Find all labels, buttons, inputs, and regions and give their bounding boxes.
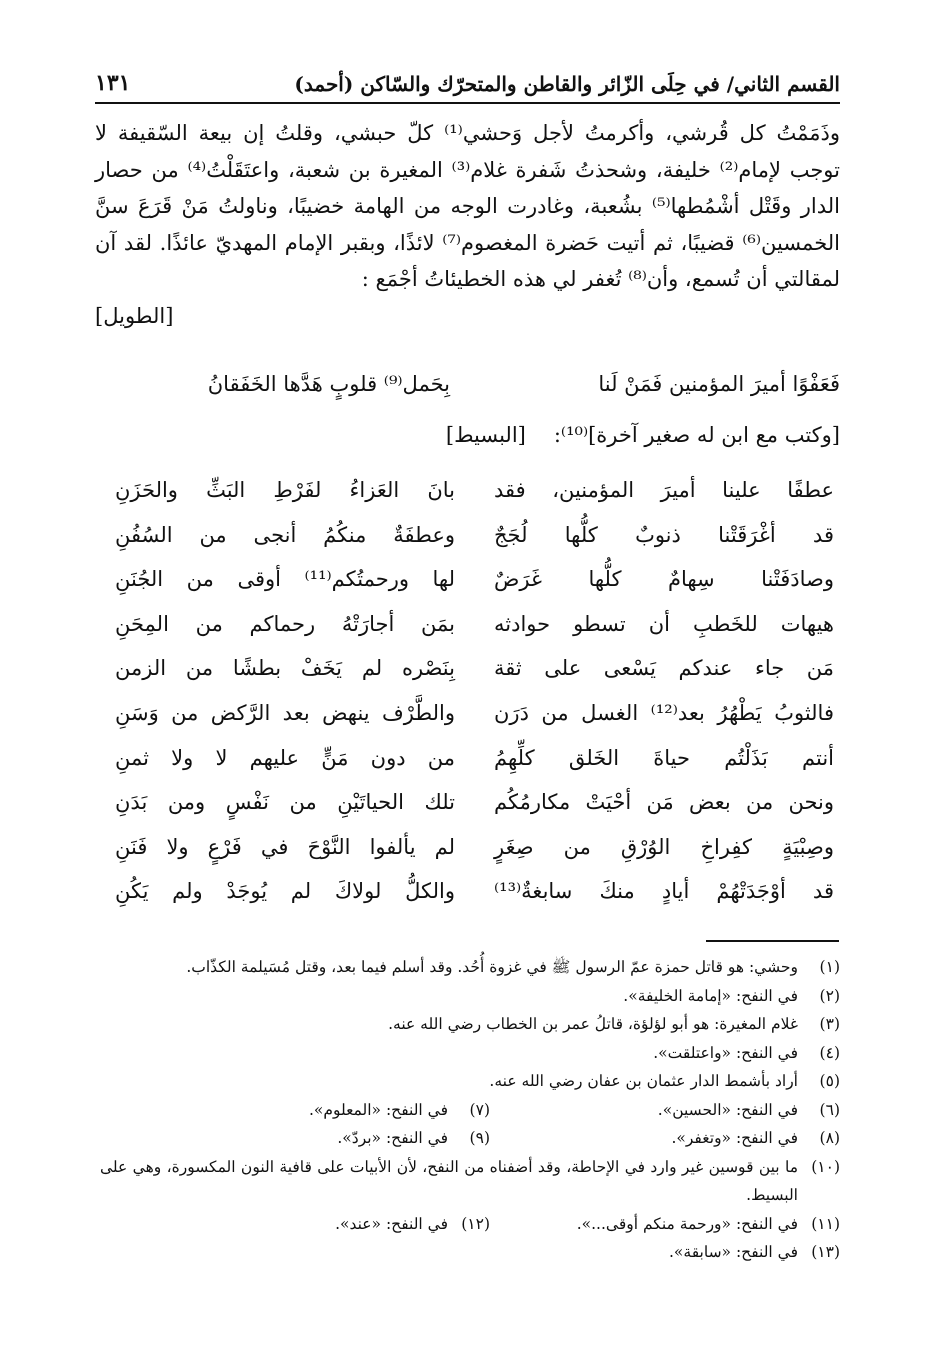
hemistich-left: تلك الحياتَيْنِ من نَفْسٍ ومن بَدَنِ [115,790,455,815]
poem-line [95,513,840,558]
page-number: ١٣١ [95,70,131,96]
poem-line [95,691,840,736]
footnote-text: في النفح: «الحسين». [657,1100,798,1119]
footnote-text: في النفح: «واعتلقت». [653,1043,798,1062]
hemistich-left: لم يألفوا النَّوْحَ في فَرْعٍ ولا فَنَنِ [115,834,455,859]
running-header [95,64,840,104]
footnote-number: (٣) [819,1015,840,1033]
hemistich-right: ونحن من بعض مَن أحْيَتْ مكارمُكُم [494,790,834,815]
poem [95,468,840,914]
footnote-text: وحشي: هو قاتل حمزة عمّ الرسول ﷺ في غزوة أُحُد. وقد أسلم فيما بعد، وقتل مُسَيلمة الكذّاب. [186,958,798,976]
hemistich-right: قد أغْرَقَتْنا ذنوبٌ كلُّها لُجَجٌ [494,522,834,547]
hemistich-right: هيهات للخَطبِ أن تسطو حوادثه [494,611,834,636]
footnote-text: في النفح: «ورحمة منكم أوقى...». [576,1214,798,1233]
poem-line [95,869,840,914]
footnote-text: في النفح: «سابقة». [668,1243,798,1261]
hemistich-right: أنتم بَذَلْتُم حياةَ الخَلق كلِّهِمُ [494,745,834,770]
footnote-text: في النفح: «عند». [335,1214,448,1233]
footnote-number: (٦) [819,1100,840,1119]
hemistich-right: مَن جاء عندكم يَسْعى على ثقة [494,656,834,681]
poem-line [95,602,840,647]
footnote-number: (١٠) [811,1157,840,1176]
footnote-text: ما بين قوسين غير وارد في الإحاطة، وقد أضفناه من النفح، لأن الأبيات على قافية النون المكسورة، وهي على البسيط. [100,1157,798,1204]
poem-intro-text: [وكتب مع ابن له صغير آخرة]⁽¹⁰⁾: [553,423,840,447]
footnote-text: أراد بأشمط الدار عثمان بن عفان رضي الله عنه. [489,1072,798,1090]
footnote [100,953,840,982]
footnote-pair [100,1096,840,1125]
verse-hemistich-left: بِحَمل⁽⁹⁾ قلوبٍ هَدَّها الخَفَقانُ [207,372,450,396]
footnote-number: (١) [819,958,840,976]
meter-label-basit: [البسيط] [445,423,526,447]
poem-line [95,557,840,602]
hemistich-right: عطفًا علينا أميرَ المؤمنين، فقد [494,478,834,502]
footnote [140,1096,490,1125]
hemistich-right: قد أوْجَدَتْهُمْ أيادٍ منكَ سابغةٌ⁽¹³⁾ [494,879,834,904]
poem-line [95,825,840,870]
hemistich-right: فالثوبُ يَطْهُرُ بعد⁽¹²⁾ الغسل من دَرَن [494,700,834,725]
prose-paragraph [95,115,840,334]
footnote-rule [706,940,839,942]
footnote-text: غلام المغيرة: هو أبو لؤلؤة، قاتلُ عمر بن الخطاب رضي الله عنه. [388,1015,798,1033]
footnote [100,1238,840,1267]
poem-intro [95,423,840,447]
footnote-number: (٧) [469,1100,490,1119]
hemistich-right: وصادَفَتْنا سِهامٌ كلُّها غَرَضٌ [494,567,834,592]
footnote [100,1067,840,1096]
footnote-number: (٤) [819,1043,840,1062]
poem-line [95,468,840,513]
footnote-number: (٢) [819,986,840,1005]
footnote-text: في النفح: «بردّ». [337,1129,448,1147]
footnote-number: (١٣) [811,1243,840,1261]
footnote-pair [100,1210,840,1239]
hemistich-left: بانَ العَزاءُ لفَرْطِ البَثِّ والحَزَنِ [115,478,455,502]
footnote-text: في النفح: «المعلوم». [308,1100,448,1119]
footnote [140,1124,490,1153]
hemistich-left: بمَن أجارَتْهُ رحماكم من المِحَنِ [115,611,455,636]
footnote-text: في النفح: «وتغفر». [671,1129,798,1147]
single-verse [95,372,840,396]
header-title: القسم الثاني/ في حِلَى الزّائر والقاطن والمتحرّك والسّاكن (أحمد) [294,72,840,96]
footnote [490,1096,840,1125]
footnote-number: (٨) [819,1129,840,1147]
meter-label-tawil: [الطويل] [95,303,174,328]
hemistich-left: وعطفَةٌ منكُمُ أنجى من السُفُنِ [115,522,455,547]
footnote [100,1039,840,1068]
hemistich-right: وصِبْيَةٍ كفِراخِ الوُرْقِ من صِغَرٍ [494,834,834,859]
footnotes [100,953,840,1267]
poem-line [95,646,840,691]
hemistich-left: بِنَصْره لم يَخَفْ بطشًا من الزمن [115,656,455,681]
poem-line [95,780,840,825]
footnote [100,1010,840,1039]
hemistich-left: والطَّرْف ينهض بعد الرَّكض من وَسَنِ [115,700,455,725]
footnote [100,982,840,1011]
footnote-text: في النفح: «إمامة الخليفة». [623,986,798,1005]
hemistich-left: لها ورحمتُكم⁽¹¹⁾ أوقى من الجُنَنِ [115,567,456,592]
footnote-number: (٥) [819,1072,840,1090]
footnote [100,1153,840,1210]
footnote-number: (١١) [811,1214,840,1233]
prose-text: وذَمَمْتُ كل قُرشي، وأكرمتُ لأجل وَحشي⁽¹⁾ كلّ حبشي، وقلتُ إن بيعة السّقيفة لا توجب لإمام⁽²⁾ خليفة، وشحذتُ شَفرة غلام⁽³⁾ المغيرة بن شعبة، واعتَقَلْتُ⁽⁴⁾ من حصار الدار وقَتْل أشْمُطها⁽⁵⁾ بشُعبة، وغادرت الوجه من الهامة خضيبًا، وناولتُ مَنْ قَرَعَ سنَّ الخمسين⁽⁶⁾ قضيبًا، ثم أتيت حَضرة المغصوم⁽⁷⁾ لائذًا، وبقبر الإمام المهديّ عائذًا. لقد آن لمقالتي أن تُسمع، وأن⁽⁸⁾ تُغفر لي هذه الخطيئاتُ أجْمَع : [95,121,841,292]
footnote-number: (٩) [469,1129,490,1147]
footnote-number: (١٢) [461,1214,490,1233]
poem-line [95,736,840,781]
footnote [490,1210,840,1239]
footnote [140,1210,490,1239]
footnote-pair [100,1124,840,1153]
verse-hemistich-right: فَعَفْوًا أميرَ المؤمنين فَمَنْ لَنا [598,372,840,396]
hemistich-left: والكلُّ لولاكَ لم يُوجَدْ ولم يَكُنِ [115,879,455,904]
hemistich-left: من دون مَنٍّ عليهم لا ولا ثمنِ [115,745,455,770]
footnote [490,1124,840,1153]
